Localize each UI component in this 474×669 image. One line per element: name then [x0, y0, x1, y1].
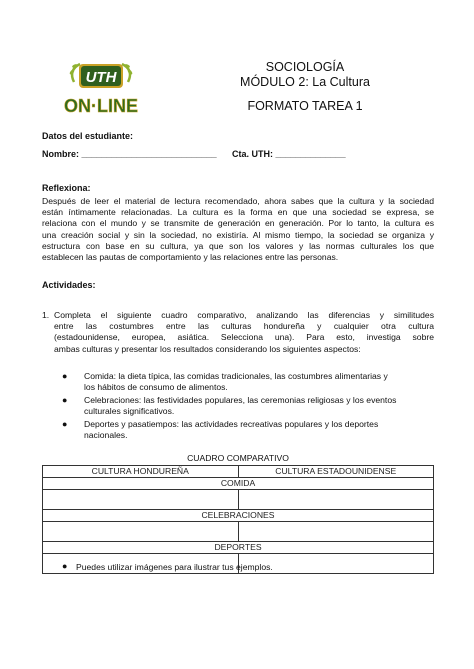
reflect-line: estructura con base en su cultura, ya que son los valores y las normas culturales los que	[42, 240, 434, 251]
celebrations-usa-cell[interactable]	[238, 522, 434, 542]
format-title: FORMATO TAREA 1	[247, 99, 363, 113]
footer-note: Puedes utilizar imágenes para ilustrar tus ejemplos.	[76, 562, 273, 572]
activities-title: Actividades:	[42, 280, 96, 290]
reflect-line: relaciona con el mundo y se transmite de generación en generación. Por lo tanto, la cultura es	[42, 218, 434, 229]
name-field-label: Nombre: ___________________________	[42, 149, 217, 159]
bullet-line: Celebraciones: las festividades populares, las ceremonias religiosas y los eventos	[84, 395, 397, 405]
bullet-line: culturales significativos.	[84, 406, 175, 417]
module-title: MÓDULO 2: La Cultura	[240, 75, 370, 89]
activity-text	[54, 310, 434, 355]
bullet-icon: ●	[62, 395, 68, 405]
reflect-line: están íntimamente relacionadas. La cultura es la forma en que una sociedad se expresa, se	[42, 207, 434, 218]
course-title: SOCIOLOGÍA	[265, 60, 345, 74]
activity-number: 1.	[42, 310, 50, 320]
bullet-line: los hábitos de consumo de alimentos.	[84, 382, 228, 393]
bullet-line: nacionales.	[84, 430, 128, 441]
bullet-icon: ●	[62, 561, 68, 571]
reflect-paragraph	[42, 196, 434, 263]
activity-line: (estadounidense, europea, asiática. Selecciona una). Para esto, investiga sobre	[54, 332, 434, 343]
reflect-line: establecen las pautas de comportamiento y las relaciones entre las personas.	[42, 252, 339, 263]
bullet-icon: ●	[62, 371, 68, 381]
bullet-line: Comida: la dieta típica, las comidas tradicionales, las costumbres alimentarias y	[84, 371, 388, 381]
column-header-usa: CULTURA ESTADOUNIDENSE	[238, 466, 434, 478]
activity-line: entre las costumbres entre las culturas hondureña y cualquier otra cultura	[54, 321, 434, 332]
activity-line: Completa el siguiente cuadro comparativo, analizando las diferencias y similitudes	[54, 310, 434, 320]
bullet-item-sports	[84, 419, 424, 441]
section-row-celebrations: CELEBRACIONES	[43, 510, 434, 522]
student-section-title: Datos del estudiante:	[42, 131, 134, 141]
reflect-line: una creación social y sin la sociedad, no existiría. Al mismo tiempo, la sociedad se organiza y	[42, 229, 434, 240]
account-field-label: Cta. UTH: ______________	[232, 149, 346, 159]
logo-uth-text: UTH	[85, 69, 117, 86]
logo-graphic	[60, 60, 142, 118]
food-honduras-cell[interactable]	[43, 490, 239, 510]
comparison-table	[42, 465, 434, 574]
reflect-title: Reflexiona:	[42, 183, 91, 193]
bullet-line: Deportes y pasatiempos: las actividades recreativas populares y los deportes	[84, 419, 379, 429]
section-row-sports: DEPORTES	[43, 542, 434, 554]
table-title: CUADRO COMPARATIVO	[187, 453, 289, 463]
bullet-icon: ●	[62, 419, 68, 429]
column-header-honduras: CULTURA HONDUREÑA	[43, 466, 239, 478]
food-usa-cell[interactable]	[238, 490, 434, 510]
activity-line: ambas culturas y presentar los resultados considerando los siguientes aspectos:	[54, 343, 361, 354]
section-row-food: COMIDA	[43, 478, 434, 490]
celebrations-honduras-cell[interactable]	[43, 522, 239, 542]
uth-online-logo	[60, 60, 142, 118]
reflect-line: Después de leer el material de lectura recomendado, ahora sabes que la cultura y la sociedad	[42, 196, 434, 206]
logo-online-text: ON·LINE	[64, 96, 138, 116]
bullet-item-celebrations	[84, 395, 434, 417]
bullet-item-food	[84, 371, 424, 393]
